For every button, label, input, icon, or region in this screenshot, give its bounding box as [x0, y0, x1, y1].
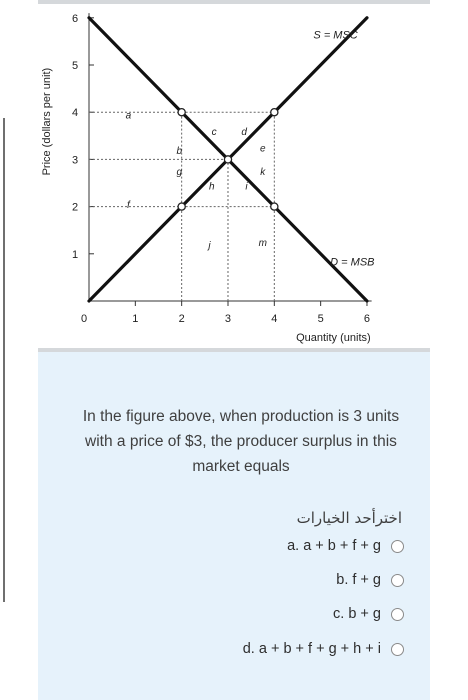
y-tick-label: 4: [71, 107, 79, 120]
x-tick-label: 2: [178, 313, 185, 325]
question-text: In the figure above, when production is 3 units with a price of $3, the producer surplus in this market equals: [82, 408, 400, 475]
point-marker: [271, 109, 278, 116]
option-d-radio[interactable]: [391, 643, 404, 656]
y-axis-title: Price (dollars per unit): [41, 67, 53, 176]
y-tick-label: 6: [71, 12, 79, 25]
choose-prompt: اخترأحد الخيارات: [296, 509, 402, 527]
region-label-f: f: [126, 200, 130, 212]
region-label-g: g: [176, 167, 183, 179]
region-label-h: h: [208, 181, 215, 193]
y-tick-label: 5: [71, 60, 79, 72]
region-label-m: m: [258, 238, 267, 249]
top-divider: [38, 0, 430, 4]
x-tick-label: 1: [132, 313, 139, 325]
supply-label: S = MSC: [313, 29, 358, 42]
region-label-b: b: [176, 145, 183, 157]
option-c-label[interactable]: c. b + g: [333, 606, 381, 622]
region-label-c: c: [211, 127, 217, 139]
x-tick-label: 3: [224, 313, 232, 325]
option-b-label[interactable]: b. f + g: [336, 572, 381, 588]
option-b[interactable]: [336, 568, 404, 592]
region-label-a: a: [125, 110, 132, 122]
point-marker: [178, 203, 185, 210]
region-label-k: k: [260, 167, 266, 179]
region-label-j: j: [208, 240, 211, 252]
x-axis-title: Quantity (units): [296, 332, 371, 344]
option-d[interactable]: [243, 637, 404, 661]
option-b-radio[interactable]: [391, 574, 404, 587]
y-tick-label: 3: [71, 154, 79, 167]
figure-divider: [38, 348, 430, 352]
question-card: [38, 0, 430, 700]
y-tick-label: 2: [71, 201, 79, 214]
y-tick-label: 1: [71, 248, 79, 261]
option-c-radio[interactable]: [391, 608, 404, 621]
option-a-radio[interactable]: [391, 540, 404, 553]
option-a[interactable]: [287, 534, 404, 558]
option-c[interactable]: [333, 602, 404, 626]
point-marker: [178, 109, 185, 116]
x-tick-label: 0: [80, 313, 88, 325]
point-marker: [224, 156, 231, 163]
demand-label: D = MSB: [330, 256, 375, 269]
surplus-chart: [38, 0, 430, 348]
x-tick-label: 6: [363, 313, 371, 325]
option-a-label[interactable]: a. a + b + f + g: [287, 538, 381, 554]
scrollbar-track[interactable]: [0, 0, 6, 700]
option-d-label[interactable]: d. a + b + f + g + h + i: [242, 641, 381, 657]
region-label-i: i: [245, 181, 248, 193]
point-marker: [271, 203, 278, 210]
region-label-e: e: [259, 143, 266, 155]
x-tick-label: 4: [271, 313, 278, 325]
scrollbar-thumb[interactable]: [3, 118, 5, 602]
x-tick-label: 5: [317, 313, 324, 325]
figure-panel: [38, 0, 430, 348]
region-label-d: d: [241, 127, 247, 139]
